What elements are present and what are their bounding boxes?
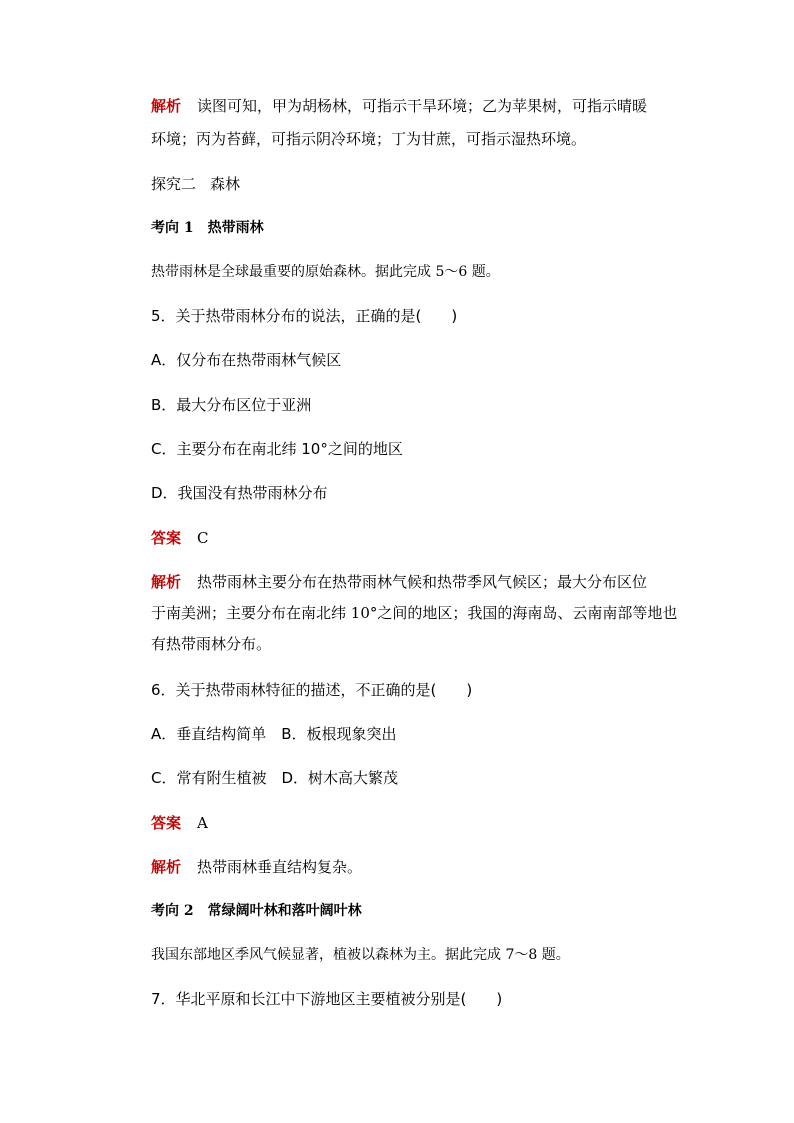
q5-stem: 5．关于热带雨林分布的说法，正确的是( ) [151,307,458,325]
q5-analysis-line2: 于南美洲；主要分布在南北纬 10°之间的地区；我国的海南岛、云南南部等地也 [151,604,678,622]
analysis-text-line2: 环境；丙为苔藓，可指示阴冷环境；丁为甘蔗，可指示湿热环境。 [151,130,587,148]
analysis-paragraph-prev [151,96,647,116]
q5-answer [151,528,209,548]
direction-2-name: 常绿阔叶林和落叶阔叶林 [207,903,362,919]
analysis-label: 解析 [151,97,182,115]
q6-analysis [151,857,362,877]
answer-label: 答案 [151,814,182,832]
section-name: 森林 [210,175,241,193]
q5-analysis-line3: 有热带雨林分布。 [151,635,272,653]
q6-analysis-text: 热带雨林垂直结构复杂。 [197,858,363,876]
direction-2-heading [151,901,362,921]
q5-analysis-line1: 热带雨林主要分布在热带雨林气候和热带季风气候区；最大分布区位 [197,573,648,591]
q5-analysis [151,572,647,592]
q5-option-a: A．仅分布在热带雨林气候区 [151,351,342,369]
section-prefix: 探究二 [151,175,197,193]
direction-2-prefix: 考向 2 [151,903,194,919]
q6-options-row1: A．垂直结构简单 B．板根现象突出 [151,725,397,743]
q5-option-d: D．我国没有热带雨林分布 [151,484,328,502]
q5-option-b: B．最大分布区位于亚洲 [151,396,312,414]
direction-1-name: 热带雨林 [207,220,264,236]
q7-stem: 7．华北平原和长江中下游地区主要植被分别是( ) [151,990,503,1008]
q6-answer [151,813,208,833]
q6-options-row2: C．常有附生植被 D．树木高大繁茂 [151,769,399,787]
analysis-label: 解析 [151,573,182,591]
analysis-text-line1: 读图可知，甲为胡杨林，可指示干旱环境；乙为苹果树，可指示晴暖 [197,97,648,115]
direction-1-heading [151,218,264,238]
answer-label: 答案 [151,529,182,547]
direction-1-intro: 热带雨林是全球最重要的原始森林。据此完成 5～6 题。 [151,264,500,280]
q5-answer-value: C [197,529,209,547]
q5-option-c: C．主要分布在南北纬 10°之间的地区 [151,440,403,458]
q6-answer-value: A [197,814,208,832]
direction-1-prefix: 考向 1 [151,220,194,236]
q6-stem: 6．关于热带雨林特征的描述，不正确的是( ) [151,681,473,699]
analysis-label: 解析 [151,858,182,876]
section-heading [151,174,240,194]
direction-2-intro: 我国东部地区季风气候显著，植被以森林为主。据此完成 7～8 题。 [151,947,570,963]
